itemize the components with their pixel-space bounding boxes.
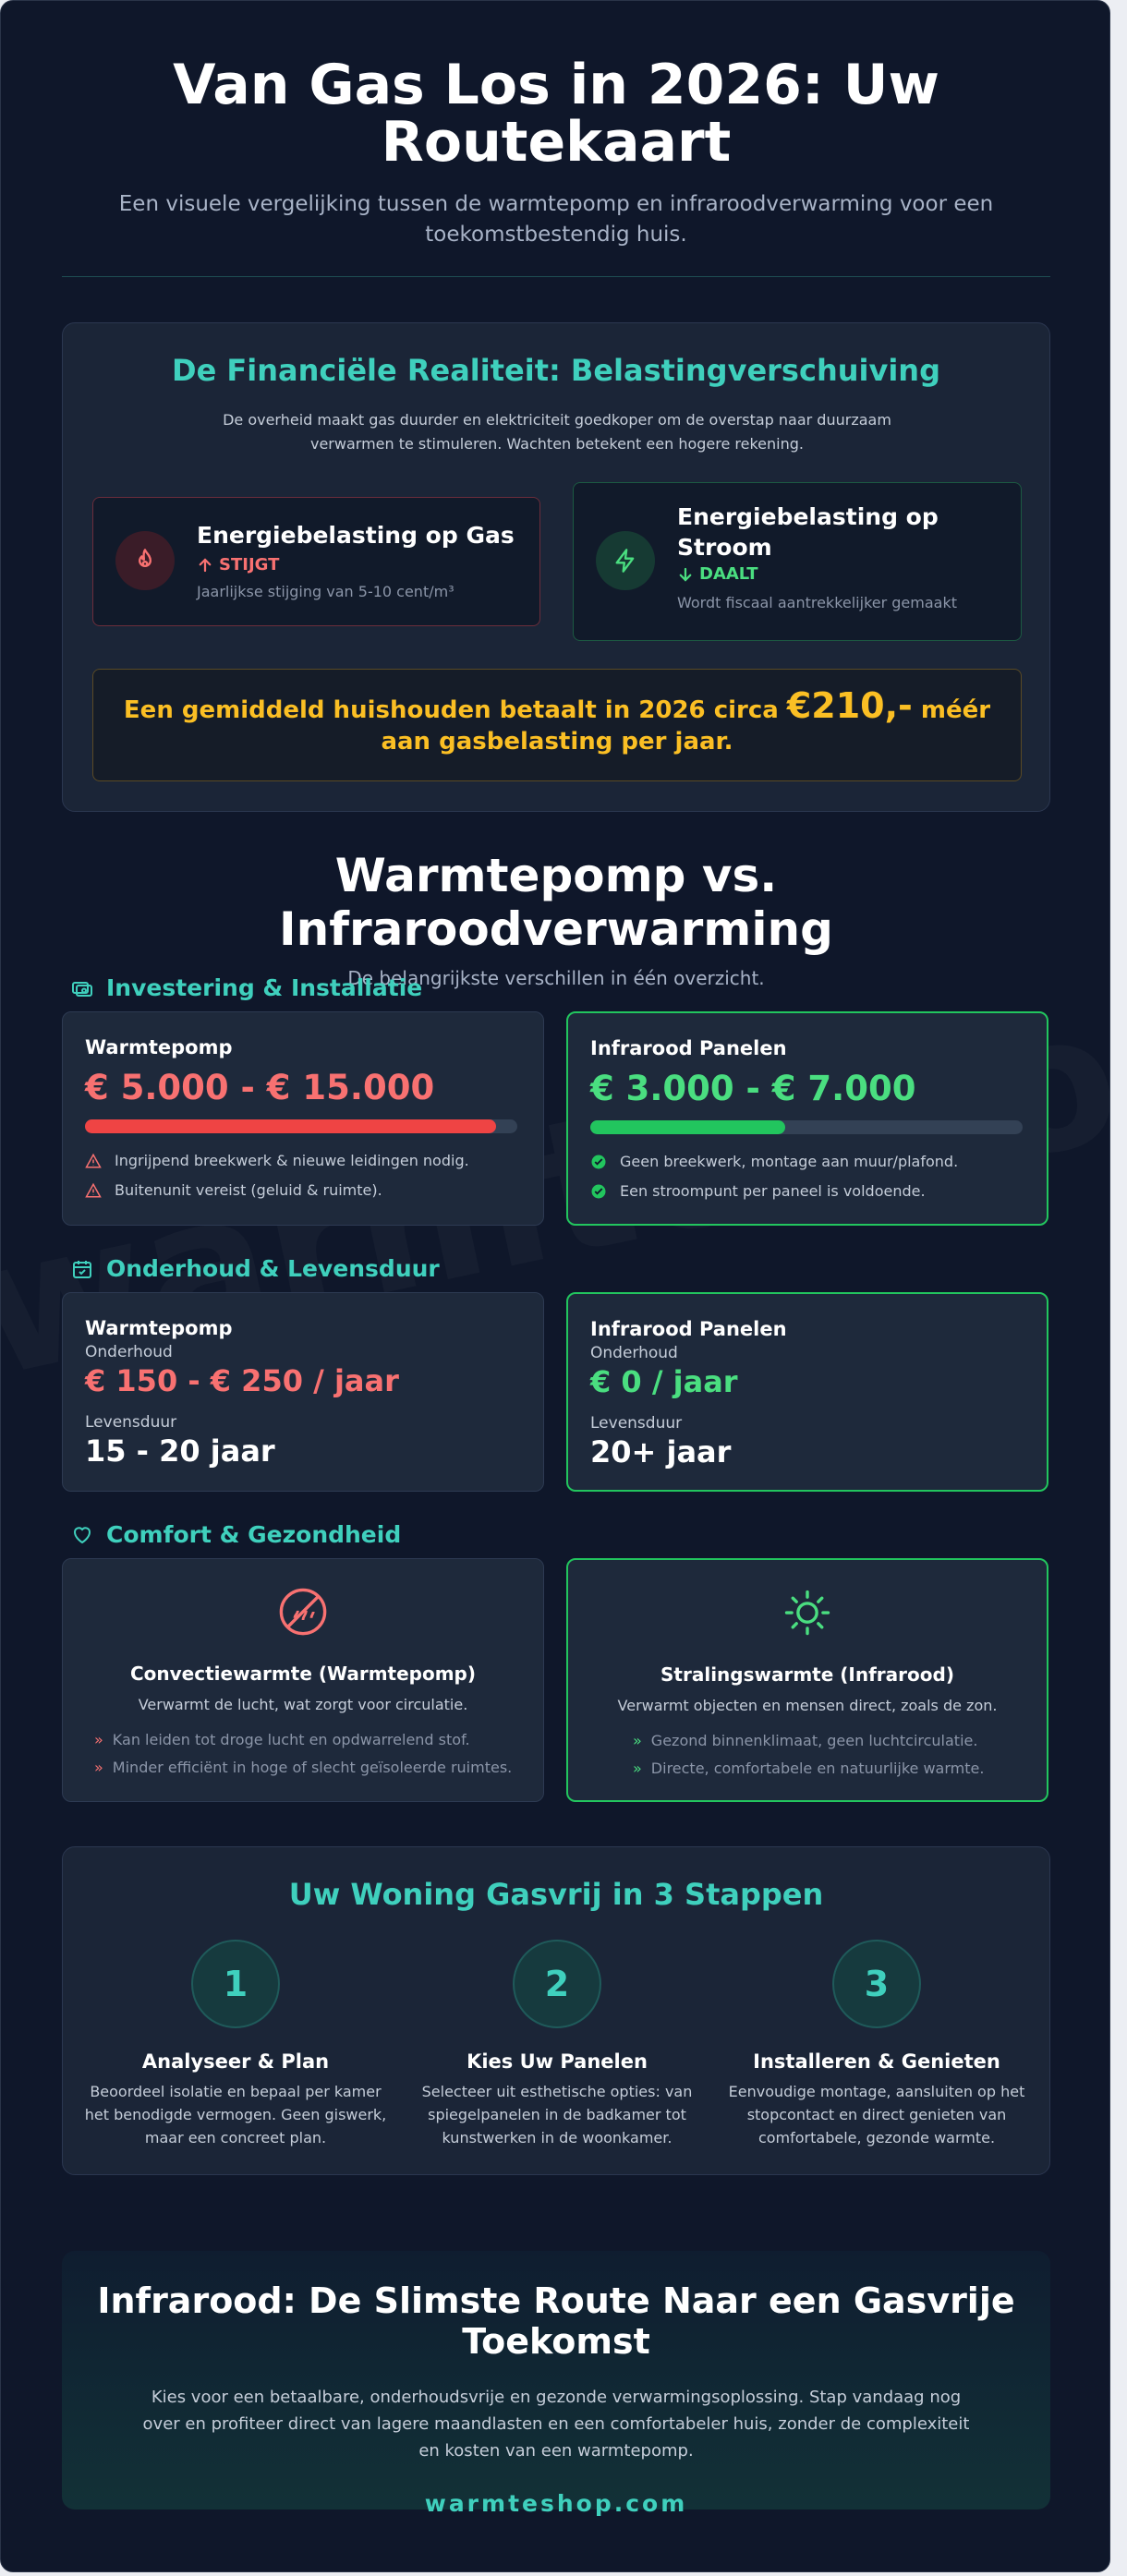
infrared-investment-card [566,1011,1048,1226]
page-title: Van Gas Los in 2026: Uw Routekaart [173,53,939,175]
infrared-price: € 3.000 - € 7.000 [590,1069,916,1108]
website-link[interactable]: warmteshop.com [424,2490,688,2517]
power-tax-title: Energiebelasting op Stroom [677,503,939,561]
money-icon [71,977,93,999]
feature-text: Een stroompunt per paneel is voldoende. [620,1182,926,1200]
power-trend [677,564,758,584]
card-title: Warmtepomp [85,1036,233,1058]
footer-text: Kies voor een betaalbare, onderhoudsvrije en gezonde verwarmingsoplossing. Stap vandaag nog over en profiteer direct van lagere maandlasten en een comfortabeler huis, zonder de complexiteit en kosten van een warmtepomp. [142,2388,970,2461]
feature-text: Geen breekwerk, montage aan muur/plafond. [620,1153,959,1170]
gas-tax-title: Energiebelasting op Gas [197,522,515,549]
card-title: Infrarood Panelen [590,1037,787,1059]
step-desc: Selecteer uit esthetische opties: van spiegelpanelen in de badkamer tot kunstwerken in de woonkamer. [421,2083,693,2147]
convection-card [62,1558,544,1802]
step-title: Installeren & Genieten [753,2050,1000,2073]
convection-desc: Verwarmt de lucht, wat zorgt voor circulatie. [138,1696,468,1713]
lifespan-label: Levensduur [590,1414,683,1433]
lifespan-value: 20+ jaar [590,1434,732,1469]
investment-title: Investering & Installatie [106,974,423,1001]
feature-text: Ingrijpend breekwerk & nieuwe leidingen nodig. [115,1152,469,1169]
step-desc: Beoordeel isolatie en bepaal per kamer het benodigde vermogen. Geen giswerk, maar een concreet plan. [84,2083,387,2147]
card-title: Warmtepomp [85,1317,233,1339]
lifespan-value: 15 - 20 jaar [85,1433,275,1469]
gas-trend [197,555,279,574]
power-trend-label: DAALT [699,564,758,584]
check-circle-icon [590,1154,607,1170]
page-subtitle: Een visuele vergelijking tussen de warmtepomp en infraroodverwarming voor een toekomstbestendig huis. [118,192,994,247]
page-header [62,53,1050,250]
maintenance-value: € 150 - € 250 / jaar [85,1363,399,1398]
list-item: » Minder efficiënt in hoge of slecht geïsoleerde ruimtes. [94,1759,513,1776]
finance-title: De Financiële Realiteit: Belastingverschuiving [172,353,940,388]
maintenance-label: Onderhoud [590,1344,678,1362]
infrared-maintenance-card [566,1292,1048,1492]
list-item: » Gezond binnenklimaat, geen luchtcirculatie. [633,1732,978,1749]
feature-text: Buitenunit vereist (geluid & ruimte). [115,1181,382,1199]
lightning-icon [596,531,655,590]
maintenance-value: € 0 / jaar [590,1364,738,1399]
steps-title: Uw Woning Gasvrij in 3 Stappen [288,1877,824,1912]
heatpump-price: € 5.000 - € 15.000 [85,1068,435,1107]
compare-title: Warmtepomp vs. Infraroodverwarming [279,849,833,956]
step-item [83,1940,388,2149]
step-number: 3 [832,1940,921,2028]
calendar-icon [71,1258,93,1280]
card-title: Infrarood Panelen [590,1318,787,1340]
warning-icon [85,1153,102,1169]
maintenance-title: Onderhoud & Levensduur [106,1255,440,1282]
step-number: 2 [513,1940,601,2028]
step-desc: Eenvoudige montage, aansluiten op het stopcontact en direct genieten van comfortabele, gezonde warmte. [728,2083,1025,2147]
gas-trend-label: STIJGT [219,555,280,574]
steps-panel [62,1846,1050,2175]
radiant-card [566,1558,1048,1802]
radiant-title: Stralingswarmte (Infrarood) [660,1663,954,1686]
heatpump-cost-bar-fill [85,1119,496,1133]
compare-header [62,849,1050,989]
callout-amount: €210,- [786,685,913,726]
feature-item [85,1181,382,1199]
radiant-desc: Verwarmt objecten en mensen direct, zoals de zon. [617,1697,998,1714]
comfort-title: Comfort & Gezondheid [106,1521,402,1548]
infrared-cost-bar [590,1120,1023,1134]
gas-tax-card [92,497,540,626]
sun-icon [568,1588,1047,1641]
feature-item [85,1152,469,1169]
power-tax-note: Wordt fiscaal aantrekkelijker gemaakt [677,594,958,611]
step-item [405,1940,709,2149]
finance-panel [62,322,1050,812]
heatpump-investment-card [62,1011,544,1226]
compare-subtitle: De belangrijkste verschillen in één overzicht. [347,967,765,989]
callout-pre: Een gemiddeld huishouden betaalt in 2026 circa [123,696,787,724]
no-dust-icon [63,1587,543,1640]
feature-item [590,1153,958,1170]
feature-item [590,1182,926,1200]
callout-post: méér aan gasbelasting per jaar. [381,696,991,756]
check-circle-icon [590,1183,607,1200]
maintenance-label: Onderhoud [85,1343,173,1361]
arrow-up-icon [197,557,213,574]
heatpump-cost-bar [85,1119,517,1133]
flame-icon [115,531,175,590]
divider [62,276,1050,277]
investment-heading [71,974,422,1001]
maintenance-heading [71,1255,440,1282]
comfort-heading [71,1521,401,1548]
gas-tax-note: Jaarlijkse stijging van 5-10 cent/m³ [197,583,454,600]
convection-title: Convectiewarmte (Warmtepomp) [129,1663,477,1685]
footer-title: Infrarood: De Slimste Route Naar een Gasvrije Toekomst [97,2280,1015,2362]
heatpump-maintenance-card [62,1292,544,1492]
cost-callout [92,669,1022,781]
infrared-cost-bar-fill [590,1120,785,1134]
list-item: » Kan leiden tot droge lucht en opdwarrelend stof. [94,1731,470,1748]
footer-cta [62,2251,1050,2517]
lifespan-label: Levensduur [85,1413,177,1432]
step-item [724,1940,1029,2149]
heart-icon [71,1524,93,1546]
warning-icon [85,1182,102,1199]
arrow-down-icon [677,566,694,583]
list-item: » Directe, comfortabele en natuurlijke warmte. [633,1760,985,1777]
step-title: Analyseer & Plan [141,2050,330,2073]
step-number: 1 [191,1940,280,2028]
power-tax-card [573,482,1022,641]
step-title: Kies Uw Panelen [467,2050,648,2073]
finance-intro: De overheid maakt gas duurder en elektriciteit goedkoper om de overstap naar duurzaam verwarmen te stimuleren. Wachten betekent een hogere rekening. [223,411,891,453]
